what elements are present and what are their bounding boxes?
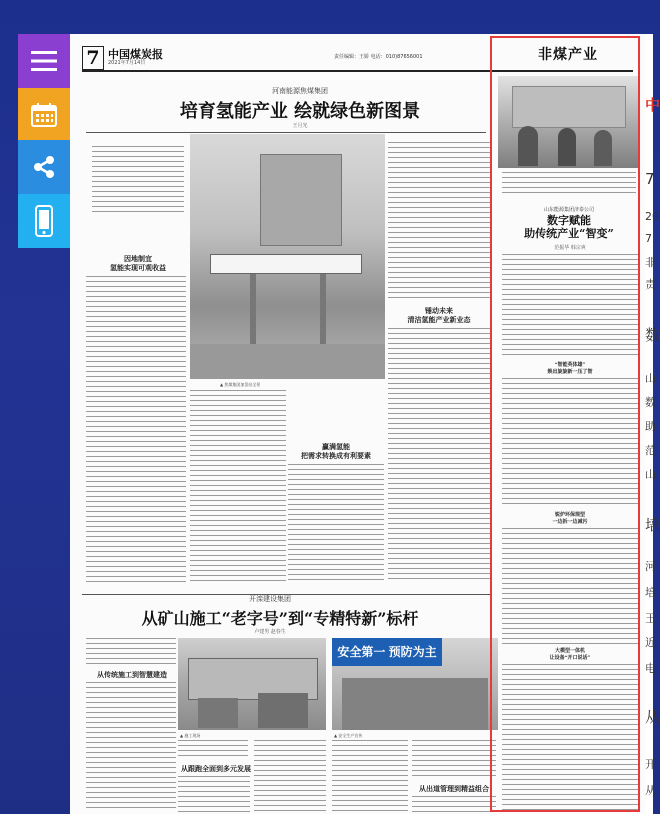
article2-photo-left bbox=[178, 638, 326, 730]
article-list-item-17: 电 bbox=[645, 662, 656, 675]
article-list-item-9: 助 bbox=[645, 420, 656, 433]
article3-sub3: 大模型一体机 让设备“开口说话” bbox=[549, 648, 591, 661]
article2-headline[interactable]: 从矿山施工“老字号”到“专精特新”标杆 bbox=[141, 609, 419, 628]
calendar-button[interactable] bbox=[18, 88, 70, 142]
mobile-icon bbox=[35, 205, 53, 237]
article1-headline[interactable]: 培育氢能产业 绘就绿色新图景 bbox=[179, 101, 421, 122]
article-list-item-18[interactable]: 从 bbox=[645, 708, 660, 726]
mobile-button[interactable] bbox=[18, 194, 70, 248]
masthead-date: 2021年7月14日 bbox=[108, 60, 146, 66]
article3-sub1: “智能英体雄” 焕出旋旋新一压了智 bbox=[547, 362, 593, 375]
article-list-item-1[interactable]: 7 bbox=[645, 170, 655, 188]
article2-sub1: 从传统施工到智慧建造 bbox=[97, 670, 167, 679]
article2-safety-banner: 安全第一 预防为主 bbox=[332, 638, 442, 666]
article-list-item-4: 非 bbox=[645, 256, 656, 269]
article1-caption: ▲ 焦煤集团加氢站全景 bbox=[220, 382, 261, 387]
share-icon bbox=[31, 154, 57, 180]
article1-byline: 王月光 bbox=[292, 123, 308, 129]
article3-sub2: 锐炉环保规型 一边拆一边减污 bbox=[552, 512, 588, 525]
article-list-item-10: 范 bbox=[645, 444, 656, 457]
menu-button[interactable] bbox=[18, 34, 70, 88]
article2-text-col5a bbox=[412, 740, 496, 780]
article2-text-col1 bbox=[86, 682, 176, 812]
article2-text-col5b bbox=[412, 796, 496, 812]
article-list-item-0[interactable]: 中 bbox=[645, 96, 660, 114]
article2-sub3: 从出道管理到精益组合 bbox=[419, 784, 489, 793]
article1-photo bbox=[190, 134, 385, 379]
article1-text-col3 bbox=[288, 464, 384, 582]
article1-text-col4 bbox=[388, 142, 490, 302]
article2-sub2: 从跟跑全面到多元发展 bbox=[181, 764, 251, 773]
article2-text-col4 bbox=[332, 740, 408, 812]
article-list-item-11: 山 bbox=[645, 468, 656, 481]
article1-text-col2 bbox=[190, 390, 286, 582]
article1-sub1: 因地制宜 氢能实现可观收益 bbox=[110, 254, 166, 272]
article-list-item-20: 从 bbox=[645, 784, 656, 797]
article2-lead bbox=[86, 638, 176, 668]
article2-text-col2b bbox=[178, 776, 250, 812]
header-rule bbox=[82, 70, 495, 72]
article-list-item-16: 近 bbox=[645, 636, 656, 649]
page-number: 7 bbox=[82, 46, 104, 70]
article2-kicker: 开滦建设集团 bbox=[249, 595, 291, 603]
article3-kicker: 山东能源集团济泰公司 bbox=[543, 207, 594, 213]
article3-headline[interactable]: 数字赋能 助传统产业“智变” bbox=[524, 214, 614, 240]
article2-text-col2a bbox=[178, 740, 248, 760]
highlighted-article-frame[interactable] bbox=[490, 36, 640, 812]
article1-text-col5 bbox=[388, 328, 490, 582]
article1-sub-right: 锤动未来 清洁氢能产业新业态 bbox=[407, 306, 471, 324]
article3-byline: 范振华 韩宗爽 bbox=[554, 245, 586, 251]
article1-text-col1 bbox=[86, 276, 186, 582]
article-list-item-8: 数 bbox=[645, 396, 656, 409]
share-button[interactable] bbox=[18, 140, 70, 194]
article1-rule bbox=[86, 132, 486, 133]
article1-sub2: 赢满氢能 把需求转换成有利要素 bbox=[301, 442, 371, 460]
article2-caption-right: ▲ 安全生产宣传 bbox=[334, 733, 363, 738]
menu-icon bbox=[31, 50, 57, 72]
article-list-item-7: 山 bbox=[645, 372, 656, 385]
article-list-item-2: 20 bbox=[645, 210, 659, 223]
article-list-item-15: 王 bbox=[645, 612, 656, 625]
article-list-item-19: 开 bbox=[645, 758, 656, 771]
article-list-panel[interactable] bbox=[645, 34, 660, 814]
article-list-item-13: 河 bbox=[645, 560, 656, 573]
header-info: 责任编辑：王娇 电话：010)87656001 bbox=[334, 54, 423, 60]
article1-kicker: 河南能源焦煤集团 bbox=[272, 87, 328, 95]
article-list-item-5: 责 bbox=[645, 278, 656, 291]
article-list-item-6[interactable]: 数 bbox=[645, 326, 660, 344]
calendar-icon bbox=[31, 103, 57, 127]
article2-caption-left: ▲ 施工现场 bbox=[180, 733, 201, 738]
article2-text-col3 bbox=[254, 740, 326, 812]
article-list-item-12[interactable]: 培 bbox=[645, 516, 660, 534]
section-title: 非煤产业 bbox=[538, 47, 598, 63]
article1-lead bbox=[92, 146, 184, 216]
article2-byline: 卢建男 赵春生 bbox=[254, 629, 286, 635]
masthead: 中国煤炭报 bbox=[108, 48, 163, 61]
article-list-item-3: 7 bbox=[645, 232, 652, 245]
article-list-item-14: 培 bbox=[645, 586, 656, 599]
